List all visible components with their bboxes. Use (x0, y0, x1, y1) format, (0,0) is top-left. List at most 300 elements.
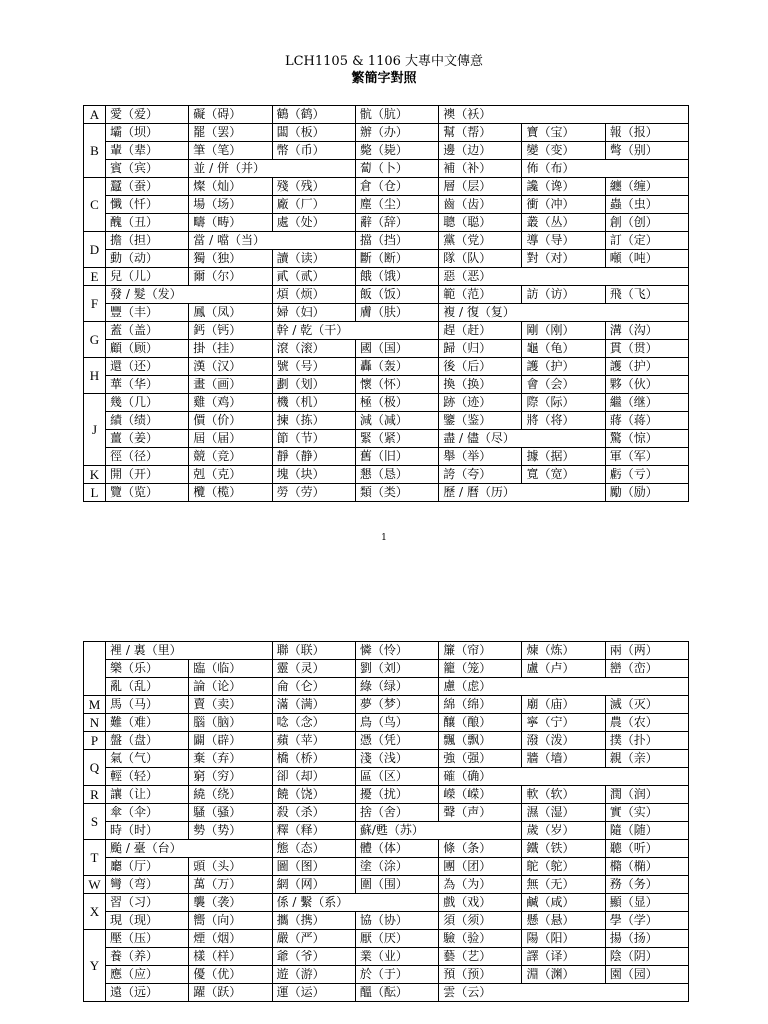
character-pair-cell: 剛（刚） (522, 322, 605, 340)
table-row (84, 340, 689, 358)
character-pair-cell: 罷（罢） (189, 124, 272, 142)
page-number: 1 (381, 533, 387, 543)
table-row (84, 804, 689, 822)
character-pair-cell: 賣（卖） (189, 696, 272, 714)
character-pair-cell: 鳳（凤） (189, 304, 272, 322)
character-pair-cell: 彆（别） (605, 142, 688, 160)
letter-header: Y (84, 930, 106, 1002)
character-pair-cell: 綿（绵） (439, 696, 522, 714)
table-row (84, 786, 689, 804)
table-row (84, 160, 689, 178)
character-pair-cell: 讒（谗） (522, 178, 605, 196)
character-pair-cell: 欖（榄） (189, 484, 272, 502)
character-pair-cell: 廳（厅） (106, 858, 189, 876)
character-pair-cell: 衝（冲） (522, 196, 605, 214)
letter-header: E (84, 268, 106, 286)
character-pair-cell: 業（业） (355, 948, 438, 966)
character-pair-cell: 績（绩） (106, 412, 189, 430)
character-pair-cell: 譯（译） (522, 948, 605, 966)
character-pair-cell: 覽（览） (106, 484, 189, 502)
character-pair-cell: 鶴（鹤） (272, 106, 355, 124)
character-pair-cell: 兒（儿） (106, 268, 189, 286)
character-pair-cell: 時（时） (106, 822, 189, 840)
character-pair-cell: 賓（宾） (106, 160, 189, 178)
character-pair-cell: 極（极） (355, 394, 438, 412)
character-pair-cell: 誇（夸） (439, 466, 522, 484)
table-row (84, 948, 689, 966)
character-pair-cell: 軍（军） (605, 448, 688, 466)
table-row (84, 732, 689, 750)
table-row (84, 124, 689, 142)
character-pair-cell: 嚴（严） (272, 930, 355, 948)
character-pair-cell: 貳（贰） (272, 268, 355, 286)
character-pair-cell: 護（护） (605, 358, 688, 376)
character-pair-cell: 動（动） (106, 250, 189, 268)
letter-header: L (84, 484, 106, 502)
character-pair-cell: 讓（让） (106, 786, 189, 804)
character-pair-cell: 礙（碍） (189, 106, 272, 124)
character-pair-cell: 類（类） (355, 484, 438, 502)
character-pair-cell: 噸（吨） (605, 250, 688, 268)
character-pair-cell: 報（报） (605, 124, 688, 142)
character-pair-cell: 黨（党） (439, 232, 522, 250)
letter-header: R (84, 786, 106, 804)
character-pair-cell: 潤（润） (605, 786, 688, 804)
character-pair-cell: 辦（办） (355, 124, 438, 142)
character-pair-cell: 獨（独） (189, 250, 272, 268)
character-pair-cell: 畫（画） (189, 376, 272, 394)
character-pair-cell: 寧（宁） (522, 714, 605, 732)
character-pair-cell: 圖（图） (272, 858, 355, 876)
table-row (84, 214, 689, 232)
character-pair-cell: 侖（仑） (272, 678, 355, 696)
character-pair-cell: 懇（恳） (355, 466, 438, 484)
character-pair-cell: 導（导） (522, 232, 605, 250)
character-pair-cell: 學（学） (605, 912, 688, 930)
character-pair-cell: 寬（宽） (522, 466, 605, 484)
character-pair-cell: 愛（爱） (106, 106, 189, 124)
character-pair-cell: 彎（弯） (106, 876, 189, 894)
character-pair-cell: 鹹（咸） (522, 894, 605, 912)
character-pair-cell: 無（无） (522, 876, 605, 894)
character-pair-cell: 襲（袭） (189, 894, 272, 912)
conversion-table-page-2 (83, 641, 689, 1002)
character-pair-cell: 後（后） (439, 358, 522, 376)
character-pair-cell: 綠（绿） (355, 678, 438, 696)
character-pair-cell: 亂（乱） (106, 678, 189, 696)
character-pair-cell: 婦（妇） (272, 304, 355, 322)
character-pair-cell: 濕（湿） (522, 804, 605, 822)
letter-header: Q (84, 750, 106, 786)
character-pair-cell: 爾（尔） (189, 268, 272, 286)
character-pair-cell: 氣（气） (106, 750, 189, 768)
character-pair-cell: 場（场） (189, 196, 272, 214)
character-pair-cell: 隊（队） (439, 250, 522, 268)
character-pair-cell: 壓（压） (106, 930, 189, 948)
character-pair-cell: 靜（静） (272, 448, 355, 466)
character-pair-cell: 機（机） (272, 394, 355, 412)
character-pair-cell: 懸（悬） (522, 912, 605, 930)
character-pair-cell: 務（务） (605, 876, 688, 894)
letter-header: M (84, 696, 106, 714)
table-row (84, 448, 689, 466)
character-pair-cell: 號（号） (272, 358, 355, 376)
character-pair-cell: 區（区） (355, 768, 438, 786)
table-row (84, 678, 689, 696)
character-pair-cell: 煉（炼） (522, 642, 605, 660)
character-pair-cell: 馬（马） (106, 696, 189, 714)
character-pair-cell: 換（换） (439, 376, 522, 394)
character-pair-cell: 際（际） (522, 394, 605, 412)
table-row (84, 930, 689, 948)
character-pair-cell: 醜（丑） (106, 214, 189, 232)
character-pair-cell: 漢（汉） (189, 358, 272, 376)
character-pair-cell: 擾（扰） (355, 786, 438, 804)
table-row (84, 750, 689, 768)
character-pair-cell: 釀（酿） (439, 714, 522, 732)
document-subtitle: 繁簡字對照 (351, 71, 417, 86)
table-row (84, 358, 689, 376)
character-pair-cell: 輕（轻） (106, 768, 189, 786)
character-pair-cell: 軟（软） (522, 786, 605, 804)
character-pair-cell: 對（对） (522, 250, 605, 268)
character-pair-cell: 論（论） (189, 678, 272, 696)
character-pair-cell: 塵（尘） (355, 196, 438, 214)
letter-header: T (84, 840, 106, 876)
letter-header: F (84, 286, 106, 322)
table-row (84, 768, 689, 786)
character-pair-cell: 圍（围） (355, 876, 438, 894)
letter-header: H (84, 358, 106, 394)
table-row (84, 412, 689, 430)
character-pair-cell: 豐（丰） (106, 304, 189, 322)
character-pair-cell: 掛（挂） (189, 340, 272, 358)
character-pair-cell: 藝（艺） (439, 948, 522, 966)
character-pair-cell: 襖（袄） (439, 106, 689, 124)
character-pair-cell: 發 / 髮（发） (106, 286, 273, 304)
table-row (84, 984, 689, 1002)
character-pair-cell: 於（于） (355, 966, 438, 984)
character-pair-cell: 跡（迹） (439, 394, 522, 412)
character-pair-cell: 屆（届） (189, 430, 272, 448)
character-pair-cell: 華（华） (106, 376, 189, 394)
character-pair-cell: 牆（墙） (522, 750, 605, 768)
letter-header: X (84, 894, 106, 930)
character-pair-cell: 陰（阴） (605, 948, 688, 966)
character-pair-cell: 強（强） (439, 750, 522, 768)
character-pair-cell: 嶸（嵘） (439, 786, 522, 804)
letter-header: S (84, 804, 106, 840)
character-pair-cell: 繼（继） (605, 394, 688, 412)
character-pair-cell: 網（网） (272, 876, 355, 894)
character-pair-cell: 蘋（苹） (272, 732, 355, 750)
character-pair-cell: 飯（饭） (355, 286, 438, 304)
character-pair-cell: 幫（帮） (439, 124, 522, 142)
character-pair-cell: 處（处） (272, 214, 355, 232)
character-pair-cell: 聽（听） (605, 840, 688, 858)
character-pair-cell: 讀（读） (272, 250, 355, 268)
character-pair-cell: 龜（龟） (522, 340, 605, 358)
character-pair-cell: 棄（弃） (189, 750, 272, 768)
table-row (84, 894, 689, 912)
character-pair-cell: 聰（聪） (439, 214, 522, 232)
character-pair-cell: 舊（旧） (355, 448, 438, 466)
character-pair-cell: 闆（板） (272, 124, 355, 142)
table-row (84, 106, 689, 124)
table-row (84, 484, 689, 502)
letter-header: J (84, 394, 106, 466)
character-pair-cell: 裡 / 裏（里） (106, 642, 273, 660)
letter-header: C (84, 178, 106, 232)
character-pair-cell: 親（亲） (605, 750, 688, 768)
character-pair-cell: 預（预） (439, 966, 522, 984)
character-pair-cell: 價（价） (189, 412, 272, 430)
character-pair-cell: 滅（灭） (605, 696, 688, 714)
character-pair-cell: 窮（穷） (189, 768, 272, 786)
character-pair-cell: 橋（桥） (272, 750, 355, 768)
character-pair-cell: 將（将） (522, 412, 605, 430)
letter-header: D (84, 232, 106, 268)
character-pair-cell: 頭（头） (189, 858, 272, 876)
character-pair-cell: 養（养） (106, 948, 189, 966)
character-pair-cell: 遊（游） (272, 966, 355, 984)
character-pair-cell: 萬（万） (189, 876, 272, 894)
table-row (84, 876, 689, 894)
character-pair-cell: 夥（伙） (605, 376, 688, 394)
character-pair-cell: 橢（椭） (605, 858, 688, 876)
character-pair-cell: 厭（厌） (355, 930, 438, 948)
character-pair-cell: 補（补） (439, 160, 522, 178)
character-pair-cell: 據（据） (522, 448, 605, 466)
character-pair-cell: 團（团） (439, 858, 522, 876)
character-pair-cell: 剋（克） (189, 466, 272, 484)
character-pair-cell: 勵（励） (605, 484, 688, 502)
character-pair-cell: 潑（泼） (522, 732, 605, 750)
character-pair-cell: 訪（访） (522, 286, 605, 304)
character-pair-cell: 貫（贯） (605, 340, 688, 358)
character-pair-cell: 園（园） (605, 966, 688, 984)
character-pair-cell: 歸（归） (439, 340, 522, 358)
character-pair-cell: 護（护） (522, 358, 605, 376)
character-pair-cell: 轟（轰） (355, 358, 438, 376)
character-pair-cell: 憐（怜） (355, 642, 438, 660)
character-pair-cell: 斃（毙） (355, 142, 438, 160)
character-pair-cell: 腦（脑） (189, 714, 272, 732)
character-pair-cell: 現（现） (106, 912, 189, 930)
table-row (84, 642, 689, 660)
character-pair-cell: 鴕（鸵） (522, 858, 605, 876)
character-pair-cell: 薑（姜） (106, 430, 189, 448)
character-pair-cell: 溝（沟） (605, 322, 688, 340)
character-pair-cell: 卻（却） (272, 768, 355, 786)
table-row (84, 912, 689, 930)
character-pair-cell: 膚（肤） (355, 304, 438, 322)
character-pair-cell: 陽（阳） (522, 930, 605, 948)
character-pair-cell: 飄（飘） (439, 732, 522, 750)
character-pair-cell: 隨（随） (605, 822, 688, 840)
character-pair-cell: 蠶（蚕） (106, 178, 189, 196)
character-pair-cell: 勢（势） (189, 822, 272, 840)
character-pair-cell: 範（范） (439, 286, 522, 304)
character-pair-cell: 幾（几） (106, 394, 189, 412)
character-pair-cell: 叢（丛） (522, 214, 605, 232)
character-pair-cell: 係 / 繫（系） (272, 894, 439, 912)
character-pair-cell: 劃（划） (272, 376, 355, 394)
character-pair-cell: 還（还） (106, 358, 189, 376)
character-pair-cell: 盧（卢） (522, 660, 605, 678)
character-pair-cell: 為（为） (439, 876, 522, 894)
character-pair-cell: 蔔（卜） (355, 160, 438, 178)
character-pair-cell: 驚（惊） (605, 430, 688, 448)
table-row (84, 466, 689, 484)
letter-header: N (84, 714, 106, 732)
character-pair-cell: 聯（联） (272, 642, 355, 660)
character-pair-cell: 訂（定） (605, 232, 688, 250)
character-pair-cell: 颱 / 臺（台） (106, 840, 273, 858)
character-pair-cell: 邊（边） (439, 142, 522, 160)
character-pair-cell: 煙（烟） (189, 930, 272, 948)
character-pair-cell: 臨（临） (189, 660, 272, 678)
character-pair-cell: 幹 / 乾（干） (272, 322, 439, 340)
character-pair-cell: 顯（显） (605, 894, 688, 912)
character-pair-cell: 體（体） (355, 840, 438, 858)
character-pair-cell: 捨（舍） (355, 804, 438, 822)
character-pair-cell: 蓋（盖） (106, 322, 189, 340)
character-pair-cell: 緊（紧） (355, 430, 438, 448)
table-row (84, 840, 689, 858)
table-row (84, 822, 689, 840)
letter-header (84, 642, 106, 696)
table-row (84, 858, 689, 876)
character-pair-cell: 懺（忏） (106, 196, 189, 214)
character-pair-cell: 應（应） (106, 966, 189, 984)
table-row (84, 196, 689, 214)
character-pair-cell: 纏（缠） (605, 178, 688, 196)
character-pair-cell: 寶（宝） (522, 124, 605, 142)
table-row (84, 966, 689, 984)
letter-header: G (84, 322, 106, 358)
character-pair-cell: 驗（验） (439, 930, 522, 948)
character-pair-cell: 骯（肮） (355, 106, 438, 124)
character-pair-cell: 國（国） (355, 340, 438, 358)
character-pair-cell: 揀（拣） (272, 412, 355, 430)
character-pair-cell: 運（运） (272, 984, 355, 1002)
table-row (84, 696, 689, 714)
table-row (84, 250, 689, 268)
character-pair-cell: 鑒（鉴） (439, 412, 522, 430)
character-pair-cell: 歲（岁） (522, 822, 605, 840)
character-pair-cell: 鐵（铁） (522, 840, 605, 858)
table-row (84, 322, 689, 340)
character-pair-cell: 塗（涂） (355, 858, 438, 876)
table-row (84, 430, 689, 448)
letter-header: A (84, 106, 106, 124)
character-pair-cell: 條（条） (439, 840, 522, 858)
character-pair-cell: 輩（辈） (106, 142, 189, 160)
character-pair-cell: 疇（畴） (189, 214, 272, 232)
character-pair-cell: 蘇/甦（苏） (355, 822, 522, 840)
character-pair-cell: 開（开） (106, 466, 189, 484)
character-pair-cell: 聲（声） (439, 804, 522, 822)
character-pair-cell: 辭（辞） (355, 214, 438, 232)
table-row (84, 660, 689, 678)
character-pair-cell: 樂（乐） (106, 660, 189, 678)
character-pair-cell: 塊（块） (272, 466, 355, 484)
character-pair-cell: 巒（峦） (605, 660, 688, 678)
character-pair-cell: 實（实） (605, 804, 688, 822)
character-pair-cell: 創（创） (605, 214, 688, 232)
character-pair-cell: 饒（饶） (272, 786, 355, 804)
table-row (84, 268, 689, 286)
character-pair-cell: 兩（两） (605, 642, 688, 660)
letter-header: P (84, 732, 106, 750)
character-pair-cell: 殺（杀） (272, 804, 355, 822)
character-pair-cell: 佈（布） (522, 160, 689, 178)
table-row (84, 394, 689, 412)
character-pair-cell: 憑（凭） (355, 732, 438, 750)
character-pair-cell: 幣（币） (272, 142, 355, 160)
character-pair-cell: 齒（齿） (439, 196, 522, 214)
character-pair-cell: 樣（样） (189, 948, 272, 966)
character-pair-cell: 滾（滚） (272, 340, 355, 358)
table-row (84, 304, 689, 322)
character-pair-cell: 徑（径） (106, 448, 189, 466)
character-pair-cell: 顧（顾） (106, 340, 189, 358)
character-pair-cell: 確（确） (439, 768, 689, 786)
character-pair-cell: 筆（笔） (189, 142, 272, 160)
character-pair-cell: 煩（烦） (272, 286, 355, 304)
character-pair-cell: 蟲（虫） (605, 196, 688, 214)
conversion-table-page-1 (83, 105, 689, 502)
table-row (84, 142, 689, 160)
character-pair-cell: 趕（赶） (439, 322, 522, 340)
character-pair-cell: 燦（灿） (189, 178, 272, 196)
character-pair-cell: 攜（携） (272, 912, 355, 930)
table-row (84, 714, 689, 732)
table-row (84, 376, 689, 394)
character-pair-cell: 鳥（鸟） (355, 714, 438, 732)
character-pair-cell: 變（变） (522, 142, 605, 160)
character-pair-cell: 優（优） (189, 966, 272, 984)
character-pair-cell: 舉（举） (439, 448, 522, 466)
character-pair-cell: 擋（挡） (355, 232, 438, 250)
character-pair-cell: 競（竞） (189, 448, 272, 466)
table-row (84, 286, 689, 304)
character-pair-cell: 殘（残） (272, 178, 355, 196)
character-pair-cell: 習（习） (106, 894, 189, 912)
character-pair-cell: 廠（厂） (272, 196, 355, 214)
character-pair-cell: 簾（帘） (439, 642, 522, 660)
character-pair-cell: 雲（云） (439, 984, 689, 1002)
character-pair-cell: 籠（笼） (439, 660, 522, 678)
character-pair-cell: 闢（辟） (189, 732, 272, 750)
character-pair-cell: 餓（饿） (355, 268, 438, 286)
character-pair-cell: 劉（刘） (355, 660, 438, 678)
document-title: LCH1105 & 1106 大專中文傳意 (284, 54, 484, 69)
character-pair-cell: 撲（扑） (605, 732, 688, 750)
character-pair-cell: 夢（梦） (355, 696, 438, 714)
character-pair-cell: 態（态） (272, 840, 355, 858)
character-pair-cell: 須（须） (439, 912, 522, 930)
character-pair-cell: 協（协） (355, 912, 438, 930)
character-pair-cell: 遠（远） (106, 984, 189, 1002)
character-pair-cell: 惡（恶） (439, 268, 689, 286)
character-pair-cell: 斷（断） (355, 250, 438, 268)
character-pair-cell: 勞（劳） (272, 484, 355, 502)
character-pair-cell: 會（会） (522, 376, 605, 394)
character-pair-cell: 滿（满） (272, 696, 355, 714)
character-pair-cell: 蔣（蒋） (605, 412, 688, 430)
